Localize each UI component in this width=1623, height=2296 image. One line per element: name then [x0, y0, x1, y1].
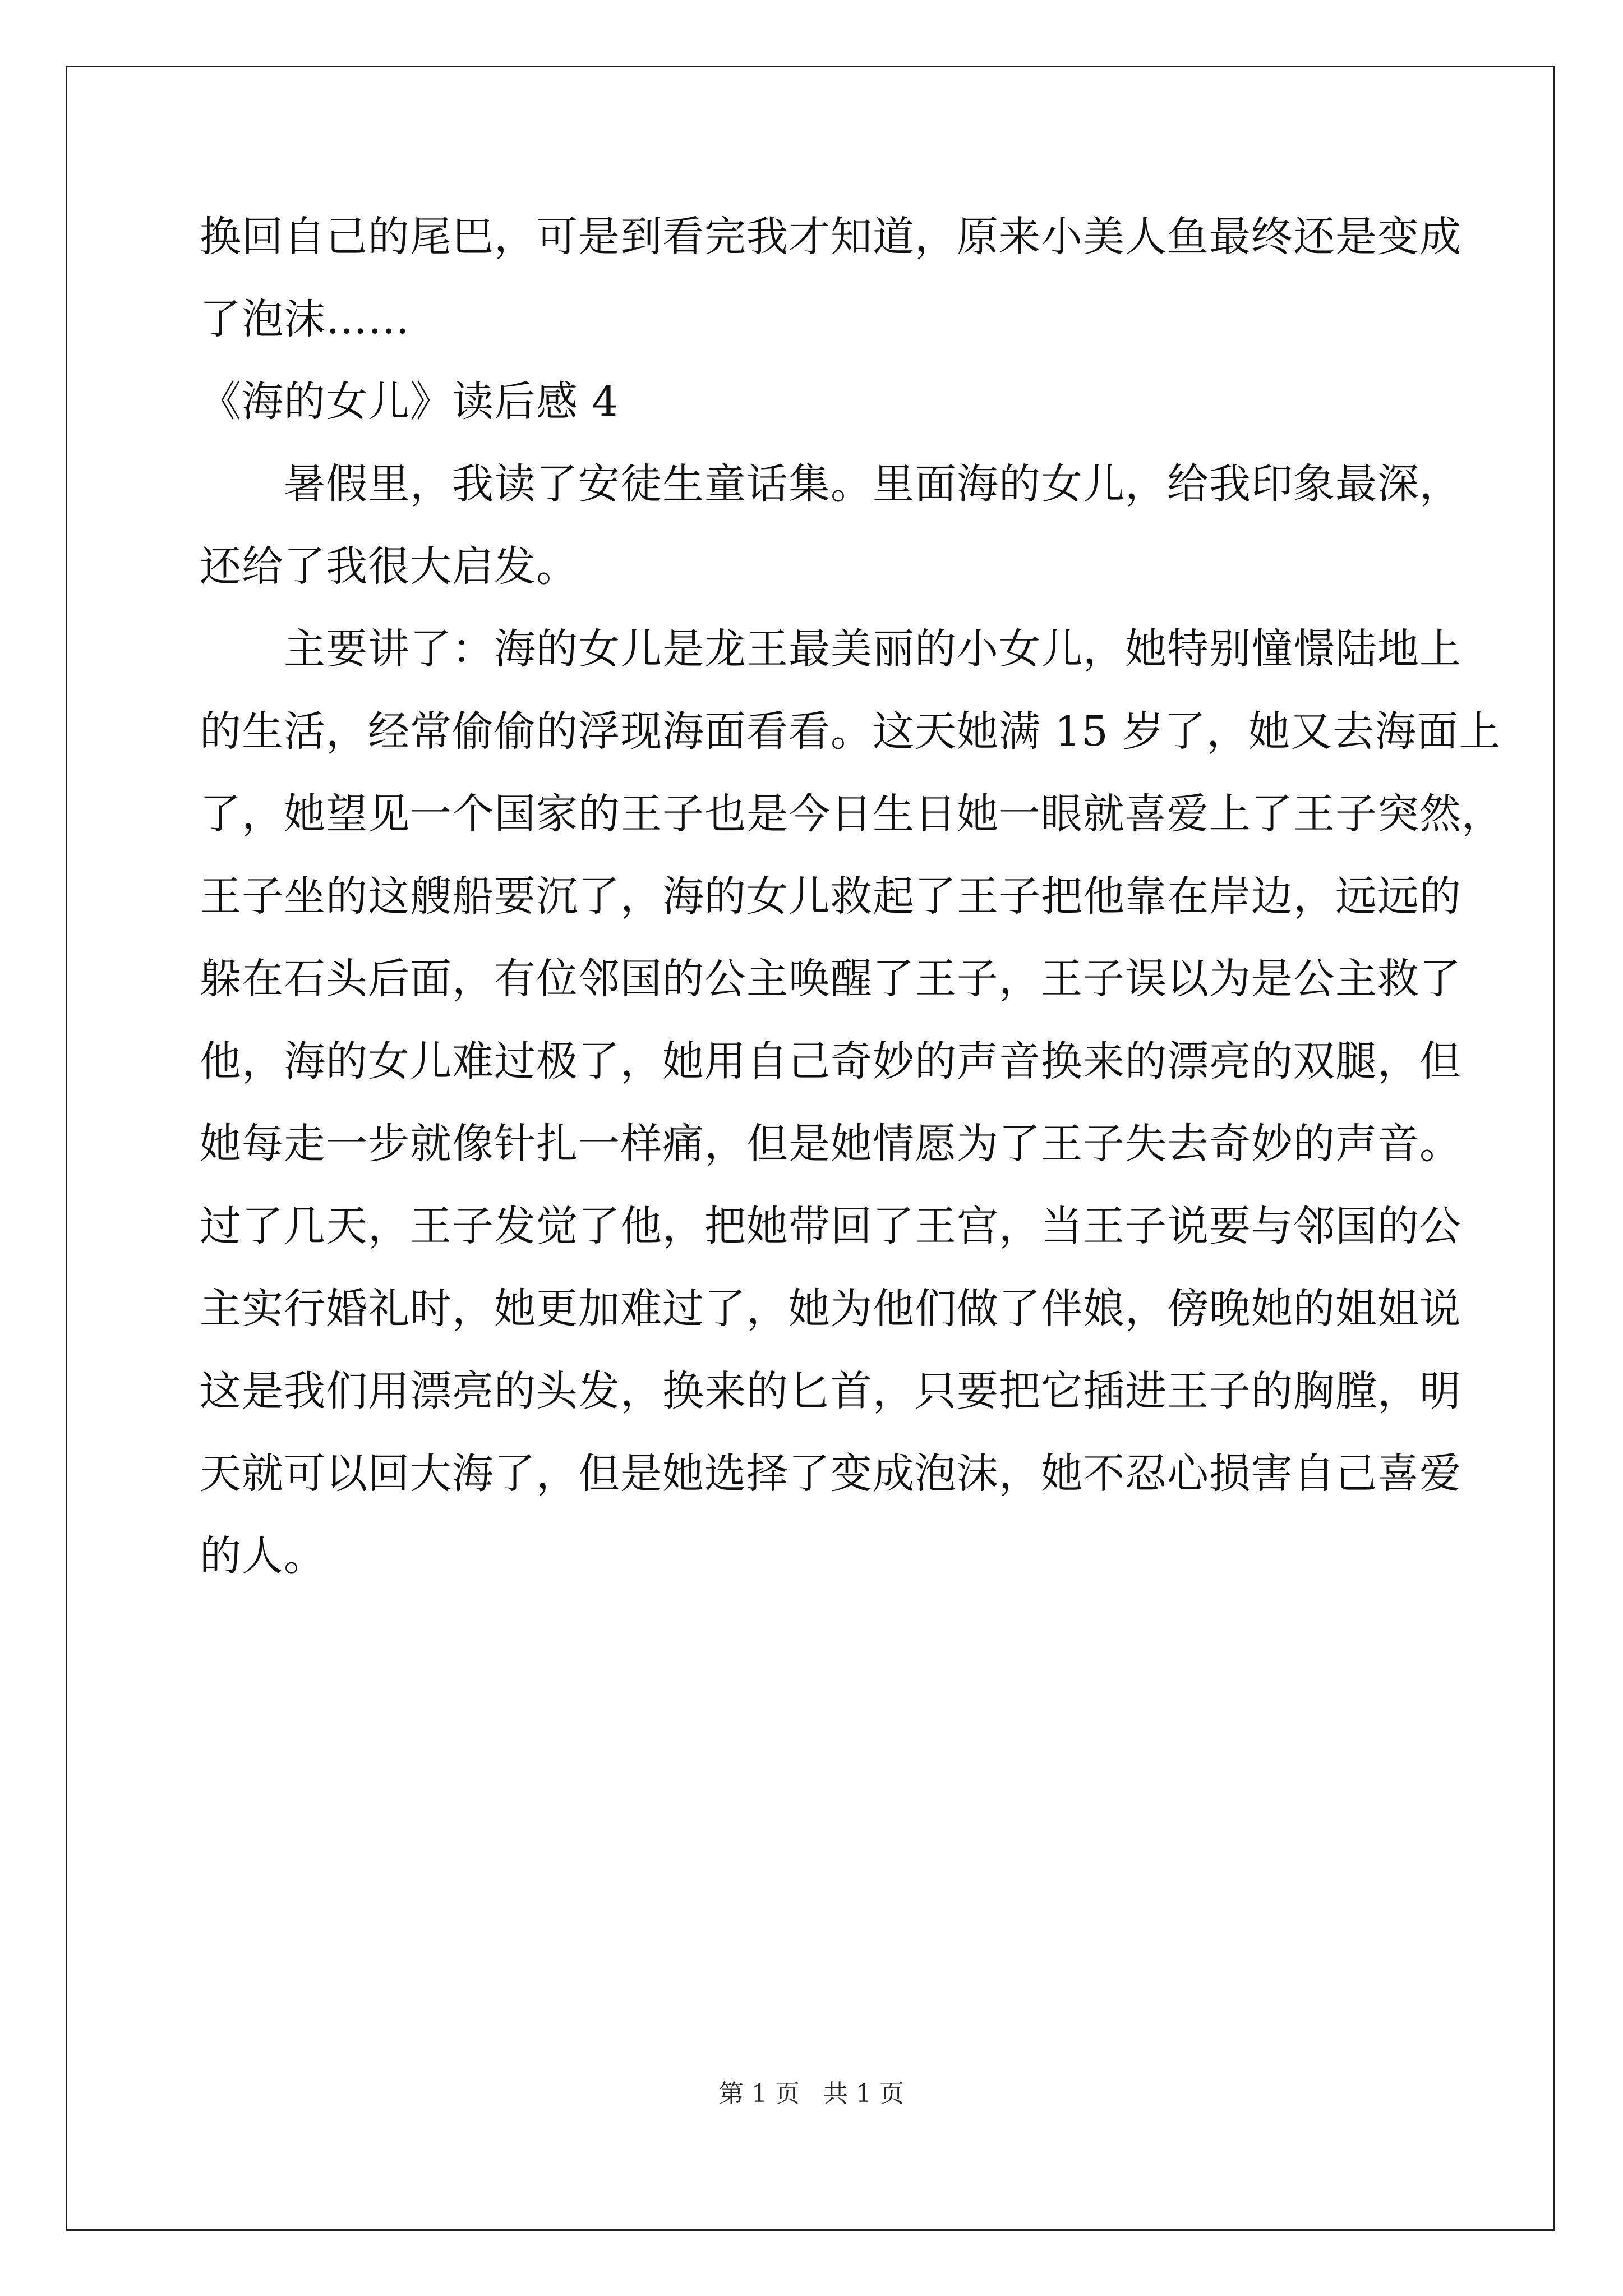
- page-footer: 第 1 页 共 1 页: [719, 2079, 904, 2108]
- text-line: 她每走一步就像针扎一样痛，但是她情愿为了王子失去奇妙的声音。: [200, 1120, 1461, 1168]
- text-line: 躲在石头后面，有位邻国的公主唤醒了王子，王子误以为是公主救了: [200, 955, 1461, 1003]
- text-line: 还给了我很大启发。: [200, 542, 578, 591]
- text-line: 过了几天，王子发觉了他，把她带回了王宫，当王子说要与邻国的公: [200, 1202, 1461, 1250]
- text-line: 暑假里，我读了安徒生童话集。里面海的女儿，给我印象最深，: [200, 460, 1461, 508]
- text-line: 主实行婚礼时，她更加难过了，她为他们做了伴娘，傍晚她的姐姐说: [200, 1285, 1461, 1333]
- text-line: 天就可以回大海了，但是她选择了变成泡沫，她不忍心损害自己喜爱: [200, 1450, 1461, 1498]
- text-line: 的人。: [200, 1532, 326, 1580]
- text-line: 主要讲了：海的女儿是龙王最美丽的小女儿，她特别憧憬陆地上: [200, 625, 1461, 673]
- text-line: 的生活，经常偷偷的浮现海面看看。这天她满 15 岁了，她又去海面上: [200, 707, 1501, 756]
- text-line: 了，她望见一个国家的王子也是今日生日她一眼就喜爱上了王子突然，: [200, 790, 1504, 838]
- text-line: 他，海的女儿难过极了，她用自己奇妙的声音换来的漂亮的双腿，但: [200, 1037, 1461, 1085]
- text-line: 了泡沫……: [200, 295, 410, 343]
- text-line: 王子坐的这艘船要沉了，海的女儿救起了王子把他靠在岸边，远远的: [200, 872, 1461, 921]
- text-line: 这是我们用漂亮的头发，换来的匕首，只要把它插进王子的胸膛，明: [200, 1367, 1461, 1415]
- section-heading: 《海的女儿》读后感 4: [200, 378, 619, 426]
- text-line: 换回自己的尾巴，可是到看完我才知道，原来小美人鱼最终还是变成: [200, 213, 1461, 261]
